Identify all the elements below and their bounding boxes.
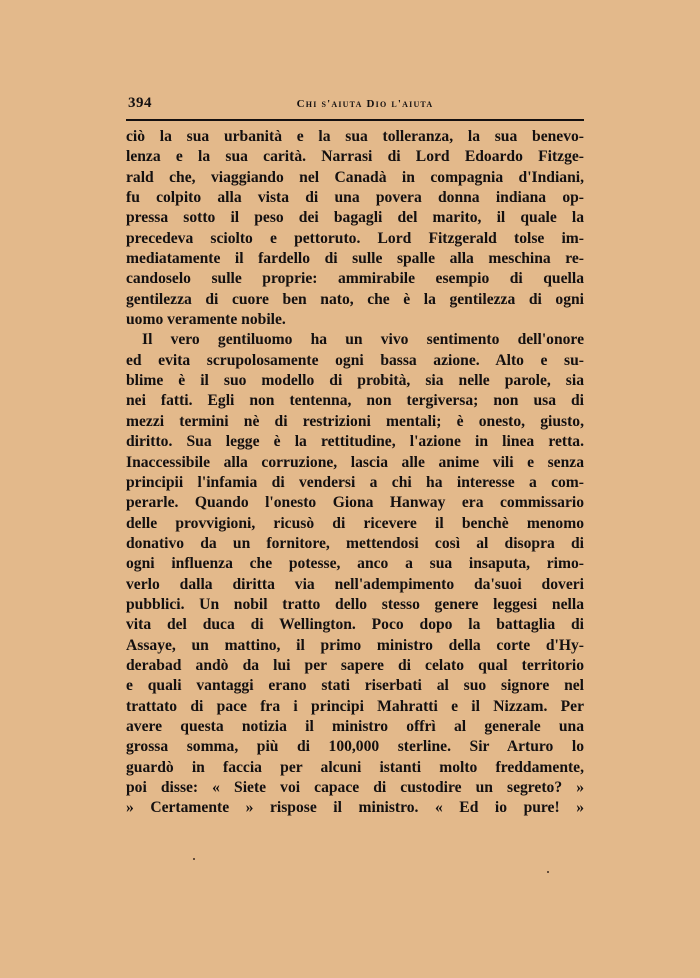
text-line: poi disse: « Siete voi capace di custodire un segreto? » [126, 779, 584, 796]
text-line: guardò in faccia per alcuni istanti molto freddamente, [126, 758, 584, 776]
running-title: Chi s'aiuta Dio l'aiuta [296, 98, 434, 110]
text-line: ciò la sua urbanità e la sua tolleranza, la sua benevo- [126, 128, 584, 145]
text-line: delle provvigioni, ricusò di ricevere il benchè menomo [126, 514, 584, 532]
text-line: mezzi termini nè di restrizioni mentali; è onesto, giusto, [126, 412, 584, 430]
ink-speck [547, 871, 549, 873]
text-line: pubblici. Un nobil tratto dello stesso genere leggesi nella [126, 595, 584, 613]
text-line: candoselo sulle proprie: ammirabile esempio di quella [126, 270, 584, 288]
text-line: uomo veramente nobile. [126, 311, 286, 329]
text-line: lenza e la sua carità. Narrasi di Lord Edoardo Fitzge- [126, 148, 584, 166]
text-line: diritto. Sua legge è la rettitudine, l'azione in linea retta. [126, 433, 584, 451]
text-line: trattato di pace fra i principi Mahratti e il Nizzam. Per [126, 697, 584, 715]
page-number: 394 [128, 95, 152, 111]
text-line: perarle. Quando l'onesto Giona Hanway era commissario [126, 494, 584, 512]
text-line: e quali vantaggi erano stati riserbati al suo signore nel [126, 677, 584, 695]
text-line: avere questa notizia il ministro offrì al generale una [126, 717, 584, 735]
header-rule [126, 119, 584, 121]
text-line: donativo da un fornitore, mettendosi così al disopra di [126, 534, 584, 552]
text-line: derabad andò da lui per sapere di celato qual territorio [126, 656, 584, 674]
text-line: principii l'infamia di vendersi a chi ha interesse a com- [126, 473, 584, 491]
running-head [126, 95, 584, 115]
text-line: nei fatti. Egli non tentenna, non tergiversa; non usa di [126, 392, 584, 410]
text-line: Inaccessibile alla corruzione, lascia alle anime vili e senza [126, 453, 584, 471]
text-line: ogni influenza che potesse, anco a sua insaputa, rimo- [126, 555, 584, 573]
text-line: mediatamente il fardello di sulle spalle alla meschina re- [126, 250, 584, 268]
ink-speck [193, 858, 195, 860]
text-line: verlo dalla diritta via nell'adempimento da'suoi doveri [126, 575, 584, 593]
text-line: rald che, viaggiando nel Canadà in compagnia d'Indiani, [126, 168, 584, 186]
text-line: ed evita scrupolosamente ogni bassa azione. Alto e su- [126, 351, 584, 369]
text-line: fu colpito alla vista di una povera donna indiana op- [126, 189, 584, 207]
body-text [126, 127, 584, 819]
text-line: Il vero gentiluomo ha un vivo sentimento dell'onore [142, 331, 584, 349]
text-line: vita del duca di Wellington. Poco dopo la battaglia di [126, 616, 584, 634]
text-line: gentilezza di cuore ben nato, che è la gentilezza di ogni [126, 290, 584, 308]
text-line: precedeva sciolto e pettoruto. Lord Fitzgerald tolse im- [126, 229, 584, 247]
text-line: pressa sotto il peso dei bagagli del marito, il quale la [126, 209, 584, 227]
book-page [126, 95, 584, 819]
text-line: » Certamente » rispose il ministro. « Ed io pure! » [126, 799, 584, 817]
text-line: Assaye, un mattino, il primo ministro della corte d'Hy- [126, 636, 584, 654]
text-line: grossa somma, più di 100,000 sterline. Sir Arturo lo [126, 738, 584, 756]
text-line: blime è il suo modello di probità, sia nelle parole, sia [126, 372, 584, 390]
